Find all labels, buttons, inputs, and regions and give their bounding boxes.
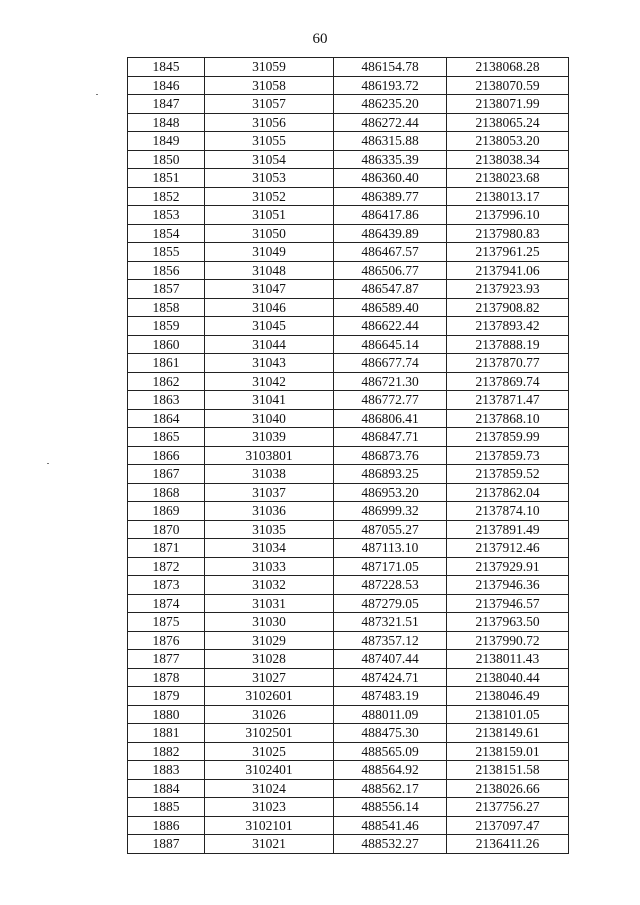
row-number-cell: 1859 [128,317,205,336]
row-number-cell: 1854 [128,224,205,243]
point-id-cell: 31050 [205,224,334,243]
point-id-cell: 31030 [205,613,334,632]
table-row [128,687,569,706]
y-coordinate-cell: 2137912.46 [447,539,569,558]
y-coordinate-cell: 2137946.36 [447,576,569,595]
x-coordinate-cell: 487483.19 [334,687,447,706]
x-coordinate-cell: 486235.20 [334,95,447,114]
row-number-cell: 1856 [128,261,205,280]
row-number-cell: 1864 [128,409,205,428]
table-row [128,428,569,447]
x-coordinate-cell: 486772.77 [334,391,447,410]
row-number-cell: 1881 [128,724,205,743]
point-id-cell: 31059 [205,58,334,77]
y-coordinate-cell: 2138046.49 [447,687,569,706]
table-row [128,483,569,502]
y-coordinate-cell: 2138068.28 [447,58,569,77]
row-number-cell: 1870 [128,520,205,539]
table-row [128,224,569,243]
table-row [128,798,569,817]
row-number-cell: 1884 [128,779,205,798]
row-number-cell: 1868 [128,483,205,502]
row-number-cell: 1880 [128,705,205,724]
x-coordinate-cell: 488532.27 [334,835,447,854]
x-coordinate-cell: 486645.14 [334,335,447,354]
x-coordinate-cell: 487357.12 [334,631,447,650]
y-coordinate-cell: 2138053.20 [447,132,569,151]
row-number-cell: 1858 [128,298,205,317]
point-id-cell: 31028 [205,650,334,669]
table-row [128,391,569,410]
point-id-cell: 31055 [205,132,334,151]
table-row [128,372,569,391]
row-number-cell: 1866 [128,446,205,465]
point-id-cell: 31027 [205,668,334,687]
table-row [128,539,569,558]
point-id-cell: 31048 [205,261,334,280]
point-id-cell: 3102501 [205,724,334,743]
table-row [128,557,569,576]
x-coordinate-cell: 486315.88 [334,132,447,151]
row-number-cell: 1875 [128,613,205,632]
point-id-cell: 31041 [205,391,334,410]
point-id-cell: 31058 [205,76,334,95]
table-row [128,243,569,262]
row-number-cell: 1877 [128,650,205,669]
row-number-cell: 1846 [128,76,205,95]
y-coordinate-cell: 2138038.34 [447,150,569,169]
table-row [128,206,569,225]
y-coordinate-cell: 2137891.49 [447,520,569,539]
point-id-cell: 31043 [205,354,334,373]
point-id-cell: 31029 [205,631,334,650]
row-number-cell: 1865 [128,428,205,447]
table-row [128,298,569,317]
x-coordinate-cell: 488556.14 [334,798,447,817]
row-number-cell: 1857 [128,280,205,299]
point-id-cell: 3103801 [205,446,334,465]
row-number-cell: 1885 [128,798,205,817]
point-id-cell: 31047 [205,280,334,299]
row-number-cell: 1862 [128,372,205,391]
table-row [128,95,569,114]
point-id-cell: 31031 [205,594,334,613]
table-row [128,409,569,428]
point-id-cell: 3102401 [205,761,334,780]
y-coordinate-cell: 2137859.73 [447,446,569,465]
y-coordinate-cell: 2138011.43 [447,650,569,669]
x-coordinate-cell: 488562.17 [334,779,447,798]
x-coordinate-cell: 486417.86 [334,206,447,225]
row-number-cell: 1863 [128,391,205,410]
x-coordinate-cell: 486806.41 [334,409,447,428]
x-coordinate-cell: 486893.25 [334,465,447,484]
point-id-cell: 31026 [205,705,334,724]
x-coordinate-cell: 486193.72 [334,76,447,95]
y-coordinate-cell: 2137870.77 [447,354,569,373]
x-coordinate-cell: 488011.09 [334,705,447,724]
y-coordinate-cell: 2138023.68 [447,169,569,188]
row-number-cell: 1882 [128,742,205,761]
y-coordinate-cell: 2137868.10 [447,409,569,428]
point-id-cell: 31038 [205,465,334,484]
y-coordinate-cell: 2138101.05 [447,705,569,724]
scan-speck [96,94,98,95]
x-coordinate-cell: 487055.27 [334,520,447,539]
x-coordinate-cell: 486847.71 [334,428,447,447]
point-id-cell: 31032 [205,576,334,595]
table-row [128,502,569,521]
x-coordinate-cell: 487424.71 [334,668,447,687]
coordinates-table-body [128,58,569,854]
y-coordinate-cell: 2138071.99 [447,95,569,114]
y-coordinate-cell: 2137097.47 [447,816,569,835]
point-id-cell: 31052 [205,187,334,206]
point-id-cell: 31033 [205,557,334,576]
row-number-cell: 1876 [128,631,205,650]
table-row [128,779,569,798]
y-coordinate-cell: 2137990.72 [447,631,569,650]
table-row [128,187,569,206]
row-number-cell: 1867 [128,465,205,484]
table-row [128,576,569,595]
point-id-cell: 31040 [205,409,334,428]
table-row [128,335,569,354]
point-id-cell: 31036 [205,502,334,521]
table-row [128,835,569,854]
row-number-cell: 1871 [128,539,205,558]
row-number-cell: 1850 [128,150,205,169]
x-coordinate-cell: 487321.51 [334,613,447,632]
point-id-cell: 31056 [205,113,334,132]
point-id-cell: 31051 [205,206,334,225]
y-coordinate-cell: 2136411.26 [447,835,569,854]
point-id-cell: 31049 [205,243,334,262]
point-id-cell: 31034 [205,539,334,558]
table-row [128,317,569,336]
point-id-cell: 31024 [205,779,334,798]
y-coordinate-cell: 2137862.04 [447,483,569,502]
table-row [128,705,569,724]
y-coordinate-cell: 2137756.27 [447,798,569,817]
row-number-cell: 1886 [128,816,205,835]
x-coordinate-cell: 486547.87 [334,280,447,299]
table-row [128,816,569,835]
table-row [128,724,569,743]
point-id-cell: 31054 [205,150,334,169]
x-coordinate-cell: 486721.30 [334,372,447,391]
x-coordinate-cell: 486873.76 [334,446,447,465]
row-number-cell: 1879 [128,687,205,706]
y-coordinate-cell: 2137963.50 [447,613,569,632]
row-number-cell: 1852 [128,187,205,206]
y-coordinate-cell: 2137908.82 [447,298,569,317]
x-coordinate-cell: 486589.40 [334,298,447,317]
point-id-cell: 31039 [205,428,334,447]
x-coordinate-cell: 487113.10 [334,539,447,558]
point-id-cell: 3102101 [205,816,334,835]
scan-speck [47,463,49,464]
table-row [128,650,569,669]
y-coordinate-cell: 2137859.99 [447,428,569,447]
table-row [128,113,569,132]
row-number-cell: 1860 [128,335,205,354]
table-row [128,742,569,761]
table-row [128,261,569,280]
table-row [128,761,569,780]
x-coordinate-cell: 488565.09 [334,742,447,761]
y-coordinate-cell: 2137859.52 [447,465,569,484]
y-coordinate-cell: 2138026.66 [447,779,569,798]
x-coordinate-cell: 487171.05 [334,557,447,576]
x-coordinate-cell: 486272.44 [334,113,447,132]
x-coordinate-cell: 486389.77 [334,187,447,206]
point-id-cell: 31023 [205,798,334,817]
y-coordinate-cell: 2138065.24 [447,113,569,132]
y-coordinate-cell: 2138151.58 [447,761,569,780]
point-id-cell: 3102601 [205,687,334,706]
table-row [128,594,569,613]
point-id-cell: 31025 [205,742,334,761]
row-number-cell: 1887 [128,835,205,854]
row-number-cell: 1848 [128,113,205,132]
row-number-cell: 1849 [128,132,205,151]
point-id-cell: 31042 [205,372,334,391]
x-coordinate-cell: 486999.32 [334,502,447,521]
table-row [128,520,569,539]
y-coordinate-cell: 2137961.25 [447,243,569,262]
row-number-cell: 1873 [128,576,205,595]
row-number-cell: 1869 [128,502,205,521]
x-coordinate-cell: 486335.39 [334,150,447,169]
row-number-cell: 1845 [128,58,205,77]
table-row [128,132,569,151]
point-id-cell: 31035 [205,520,334,539]
row-number-cell: 1878 [128,668,205,687]
y-coordinate-cell: 2137941.06 [447,261,569,280]
point-id-cell: 31057 [205,95,334,114]
table-row [128,446,569,465]
row-number-cell: 1851 [128,169,205,188]
y-coordinate-cell: 2138159.01 [447,742,569,761]
y-coordinate-cell: 2138070.59 [447,76,569,95]
y-coordinate-cell: 2137871.47 [447,391,569,410]
table-row [128,465,569,484]
x-coordinate-cell: 486154.78 [334,58,447,77]
table-row [128,150,569,169]
x-coordinate-cell: 488475.30 [334,724,447,743]
row-number-cell: 1874 [128,594,205,613]
y-coordinate-cell: 2137869.74 [447,372,569,391]
row-number-cell: 1872 [128,557,205,576]
point-id-cell: 31021 [205,835,334,854]
point-id-cell: 31046 [205,298,334,317]
x-coordinate-cell: 486953.20 [334,483,447,502]
table-row [128,631,569,650]
row-number-cell: 1855 [128,243,205,262]
y-coordinate-cell: 2137929.91 [447,557,569,576]
point-id-cell: 31044 [205,335,334,354]
y-coordinate-cell: 2137888.19 [447,335,569,354]
table-row [128,58,569,77]
y-coordinate-cell: 2137893.42 [447,317,569,336]
row-number-cell: 1883 [128,761,205,780]
point-id-cell: 31037 [205,483,334,502]
y-coordinate-cell: 2137996.10 [447,206,569,225]
table-row [128,354,569,373]
coordinates-table [127,57,569,854]
x-coordinate-cell: 487228.53 [334,576,447,595]
x-coordinate-cell: 487407.44 [334,650,447,669]
row-number-cell: 1847 [128,95,205,114]
x-coordinate-cell: 488564.92 [334,761,447,780]
row-number-cell: 1861 [128,354,205,373]
y-coordinate-cell: 2138040.44 [447,668,569,687]
point-id-cell: 31053 [205,169,334,188]
table-row [128,668,569,687]
x-coordinate-cell: 488541.46 [334,816,447,835]
y-coordinate-cell: 2138013.17 [447,187,569,206]
y-coordinate-cell: 2137874.10 [447,502,569,521]
table-row [128,169,569,188]
table-row [128,613,569,632]
y-coordinate-cell: 2138149.61 [447,724,569,743]
x-coordinate-cell: 486467.57 [334,243,447,262]
table-row [128,280,569,299]
x-coordinate-cell: 486506.77 [334,261,447,280]
x-coordinate-cell: 486439.89 [334,224,447,243]
point-id-cell: 31045 [205,317,334,336]
x-coordinate-cell: 486677.74 [334,354,447,373]
x-coordinate-cell: 486360.40 [334,169,447,188]
x-coordinate-cell: 487279.05 [334,594,447,613]
table-row [128,76,569,95]
x-coordinate-cell: 486622.44 [334,317,447,336]
y-coordinate-cell: 2137923.93 [447,280,569,299]
y-coordinate-cell: 2137980.83 [447,224,569,243]
y-coordinate-cell: 2137946.57 [447,594,569,613]
page-number: 60 [312,31,328,47]
row-number-cell: 1853 [128,206,205,225]
